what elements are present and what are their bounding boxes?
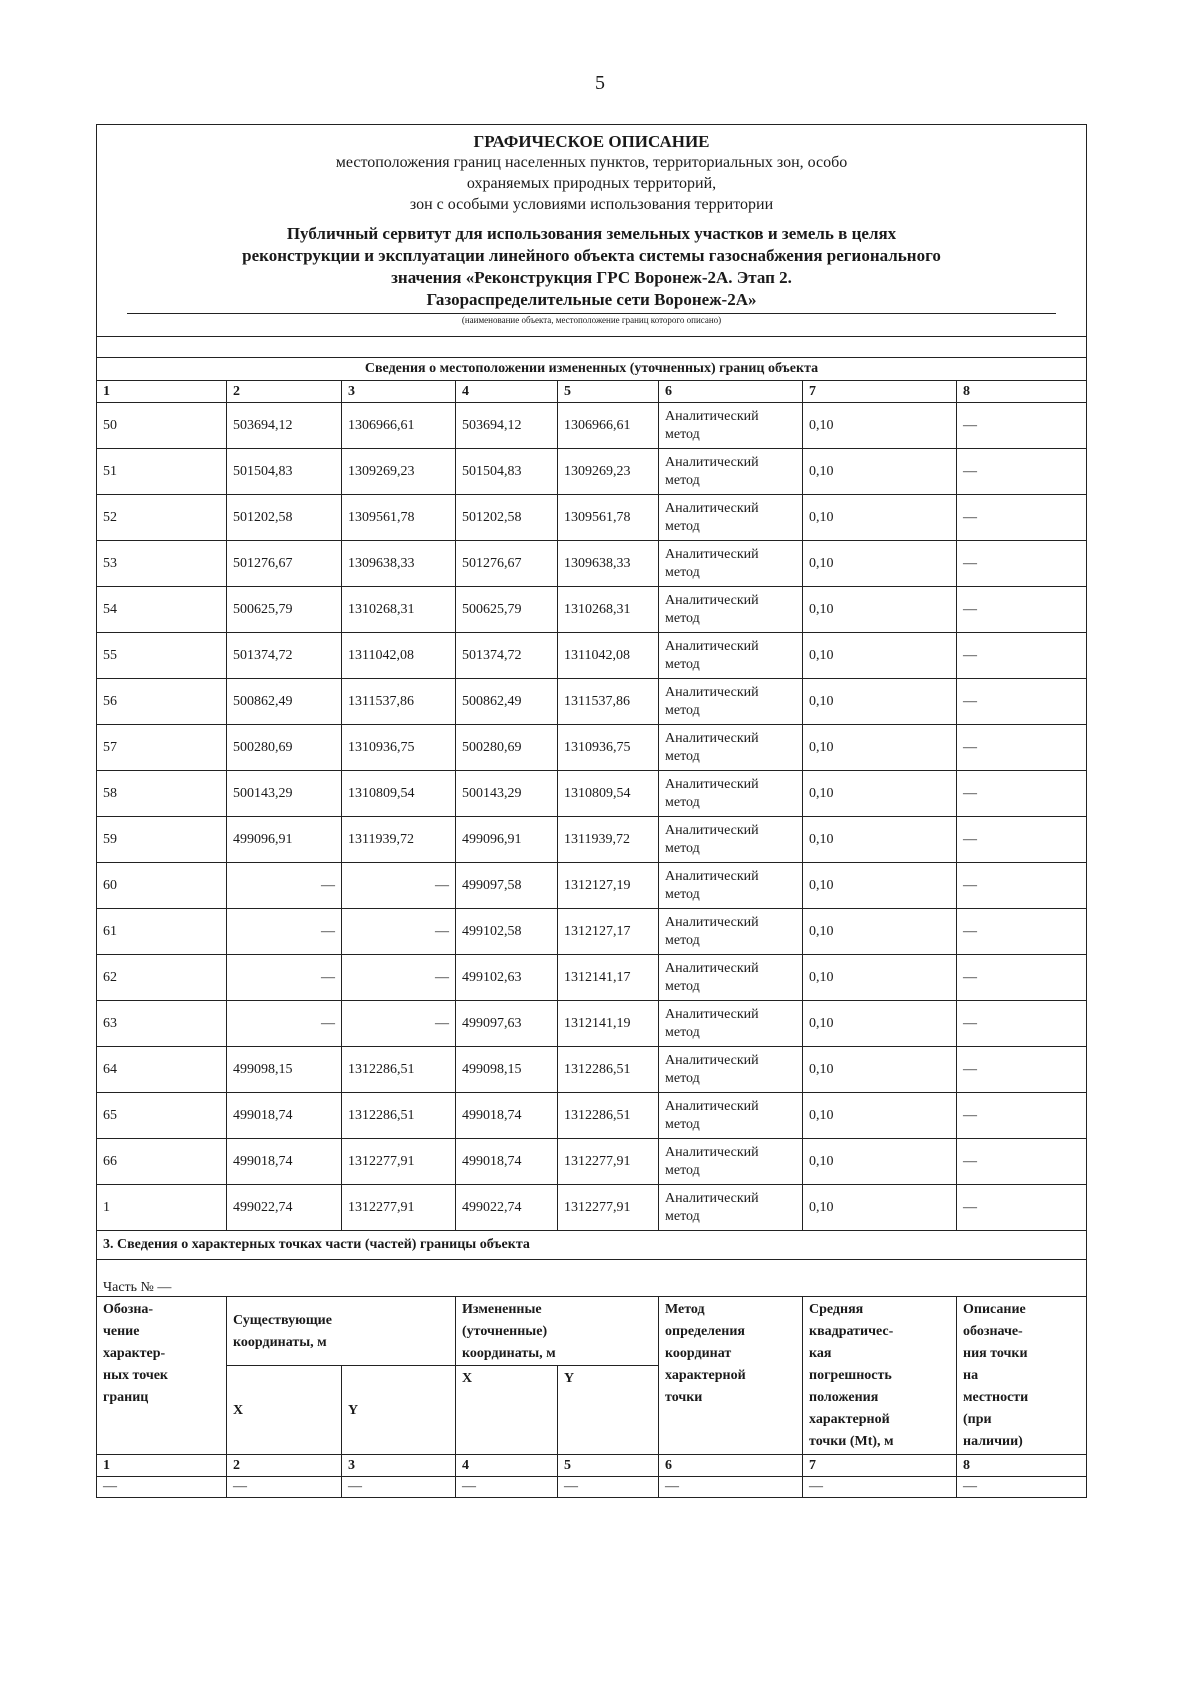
cell-y1: 1312277,91 xyxy=(342,1139,456,1185)
cell-n: 55 xyxy=(97,633,227,679)
cell-x1: 499018,74 xyxy=(227,1139,342,1185)
cell-x1: — xyxy=(227,909,342,955)
col-num: 6 xyxy=(659,1455,803,1477)
cell-desc: — xyxy=(957,1001,1087,1047)
cell-desc: — xyxy=(957,495,1087,541)
cell-y2: 1312141,17 xyxy=(558,955,659,1001)
cell-desc: — xyxy=(957,1093,1087,1139)
cell-x1: 501202,58 xyxy=(227,495,342,541)
cell-x1: 501276,67 xyxy=(227,541,342,587)
coordinate-row xyxy=(97,1139,1087,1185)
coordinate-row xyxy=(97,541,1087,587)
object-line-3: значения «Реконструкция ГРС Воронеж-2А. Этап 2. xyxy=(391,268,792,287)
cell-acc: 0,10 xyxy=(803,633,957,679)
cell-x2: 499102,58 xyxy=(456,909,558,955)
cell-y2: 1309638,33 xyxy=(558,541,659,587)
cell-y1: 1306966,61 xyxy=(342,403,456,449)
cell-y1: — xyxy=(342,1001,456,1047)
cell-desc: — xyxy=(957,725,1087,771)
cell-desc: — xyxy=(957,1185,1087,1231)
cell-n: 65 xyxy=(97,1093,227,1139)
spacer-row xyxy=(97,337,1087,358)
cell-desc: — xyxy=(957,1139,1087,1185)
coordinate-row xyxy=(97,403,1087,449)
cell-desc: — xyxy=(957,449,1087,495)
cell-acc: 0,10 xyxy=(803,495,957,541)
cell-desc: — xyxy=(957,771,1087,817)
hdr-method: Метод определения координат характерной точки xyxy=(659,1297,803,1455)
col-num: 5 xyxy=(558,381,659,403)
cell-y1: 1312286,51 xyxy=(342,1093,456,1139)
cell-acc: 0,10 xyxy=(803,955,957,1001)
cell-m: Аналитический метод xyxy=(659,817,803,863)
hdr-existing-x: X xyxy=(227,1366,342,1455)
hdr-existing-coords: Существующие координаты, м xyxy=(227,1297,456,1366)
hdr-point-designation: Обозна- чение характер- ных точек границ xyxy=(97,1297,227,1455)
cell-m: Аналитический метод xyxy=(659,771,803,817)
cell-m: Аналитический метод xyxy=(659,679,803,725)
cell-x1: 501374,72 xyxy=(227,633,342,679)
cell-y1: 1309638,33 xyxy=(342,541,456,587)
cell-m: Аналитический метод xyxy=(659,725,803,771)
cell-y2: 1311939,72 xyxy=(558,817,659,863)
cell-m: Аналитический метод xyxy=(659,449,803,495)
cell-acc: 0,10 xyxy=(803,679,957,725)
cell-m: Аналитический метод xyxy=(659,495,803,541)
cell-m: Аналитический метод xyxy=(659,403,803,449)
cell-x1: 501504,83 xyxy=(227,449,342,495)
cell-y2: 1311042,08 xyxy=(558,633,659,679)
object-caption: (наименование объекта, местоположение границ которого описано) xyxy=(461,315,722,325)
section2-col-numbers xyxy=(97,381,1087,403)
coordinate-row xyxy=(97,955,1087,1001)
doc-subtitle-3: зон с особыми условиями использования территории xyxy=(409,196,774,213)
hdr-changed-x: X xyxy=(456,1366,558,1455)
cell-x2: 499102,63 xyxy=(456,955,558,1001)
col-num: 7 xyxy=(803,381,957,403)
cell-desc: — xyxy=(957,909,1087,955)
cell-acc: 0,10 xyxy=(803,1093,957,1139)
cell-y1: 1309269,23 xyxy=(342,449,456,495)
col-num: 6 xyxy=(659,381,803,403)
part-label: Часть № — xyxy=(97,1260,1087,1297)
empty-cell: — xyxy=(456,1477,558,1498)
cell-x1: — xyxy=(227,863,342,909)
header-cell xyxy=(97,125,1087,337)
cell-x1: 499098,15 xyxy=(227,1047,342,1093)
cell-x1: — xyxy=(227,1001,342,1047)
cell-x2: 499018,74 xyxy=(456,1093,558,1139)
cell-y2: 1312127,17 xyxy=(558,909,659,955)
col-num: 4 xyxy=(456,1455,558,1477)
section2-title: Сведения о местоположении измененных (уточненных) границ объекта xyxy=(97,358,1087,381)
cell-n: 62 xyxy=(97,955,227,1001)
cell-y1: 1311042,08 xyxy=(342,633,456,679)
col-num: 3 xyxy=(342,381,456,403)
cell-y2: 1309561,78 xyxy=(558,495,659,541)
cell-y2: 1306966,61 xyxy=(558,403,659,449)
cell-n: 51 xyxy=(97,449,227,495)
cell-x1: 499096,91 xyxy=(227,817,342,863)
cell-x2: 499097,63 xyxy=(456,1001,558,1047)
cell-n: 63 xyxy=(97,1001,227,1047)
hdr-changed-coords: Измененные (уточненные) координаты, м xyxy=(456,1297,659,1366)
empty-cell: — xyxy=(227,1477,342,1498)
page-number: 5 xyxy=(595,72,605,94)
coordinate-row xyxy=(97,725,1087,771)
cell-acc: 0,10 xyxy=(803,771,957,817)
cell-desc: — xyxy=(957,679,1087,725)
cell-y1: 1312277,91 xyxy=(342,1185,456,1231)
coordinate-row xyxy=(97,1001,1087,1047)
cell-y1: — xyxy=(342,909,456,955)
coordinate-row xyxy=(97,679,1087,725)
cell-x2: 503694,12 xyxy=(456,403,558,449)
coordinate-row xyxy=(97,587,1087,633)
cell-x2: 501374,72 xyxy=(456,633,558,679)
coordinate-row xyxy=(97,633,1087,679)
cell-m: Аналитический метод xyxy=(659,633,803,679)
hdr-description: Описание обозначе- ния точки на местности (при наличии) xyxy=(957,1297,1087,1455)
col-num: 2 xyxy=(227,1455,342,1477)
coordinate-row xyxy=(97,495,1087,541)
cell-y1: 1309561,78 xyxy=(342,495,456,541)
cell-n: 57 xyxy=(97,725,227,771)
coordinate-row xyxy=(97,909,1087,955)
cell-x1: 500862,49 xyxy=(227,679,342,725)
cell-n: 52 xyxy=(97,495,227,541)
coordinate-row xyxy=(97,771,1087,817)
cell-y2: 1312286,51 xyxy=(558,1093,659,1139)
cell-x1: 499018,74 xyxy=(227,1093,342,1139)
col-num: 1 xyxy=(97,1455,227,1477)
cell-y2: 1310268,31 xyxy=(558,587,659,633)
cell-n: 54 xyxy=(97,587,227,633)
doc-subtitle-1: местоположения границ населенных пунктов, территориальных зон, особо xyxy=(335,154,848,171)
document-frame xyxy=(96,124,1086,1498)
cell-m: Аналитический метод xyxy=(659,587,803,633)
cell-m: Аналитический метод xyxy=(659,1139,803,1185)
cell-desc: — xyxy=(957,633,1087,679)
cell-x2: 501276,67 xyxy=(456,541,558,587)
cell-acc: 0,10 xyxy=(803,541,957,587)
cell-acc: 0,10 xyxy=(803,449,957,495)
cell-n: 64 xyxy=(97,1047,227,1093)
cell-acc: 0,10 xyxy=(803,1185,957,1231)
cell-y2: 1311537,86 xyxy=(558,679,659,725)
cell-n: 61 xyxy=(97,909,227,955)
cell-desc: — xyxy=(957,955,1087,1001)
col-num: 3 xyxy=(342,1455,456,1477)
doc-title: ГРАФИЧЕСКОЕ ОПИСАНИЕ xyxy=(473,132,710,151)
cell-y1: 1311537,86 xyxy=(342,679,456,725)
cell-desc: — xyxy=(957,587,1087,633)
cell-n: 50 xyxy=(97,403,227,449)
coordinate-row xyxy=(97,449,1087,495)
col-num: 5 xyxy=(558,1455,659,1477)
cell-acc: 0,10 xyxy=(803,1047,957,1093)
cell-desc: — xyxy=(957,863,1087,909)
cell-acc: 0,10 xyxy=(803,817,957,863)
cell-y2: 1312141,19 xyxy=(558,1001,659,1047)
cell-y2: 1312277,91 xyxy=(558,1139,659,1185)
cell-x1: 499022,74 xyxy=(227,1185,342,1231)
cell-acc: 0,10 xyxy=(803,1139,957,1185)
empty-cell: — xyxy=(803,1477,957,1498)
col-num: 4 xyxy=(456,381,558,403)
coordinate-row xyxy=(97,863,1087,909)
cell-m: Аналитический метод xyxy=(659,955,803,1001)
cell-n: 66 xyxy=(97,1139,227,1185)
section2-rows xyxy=(97,403,1087,1231)
cell-acc: 0,10 xyxy=(803,725,957,771)
empty-cell: — xyxy=(957,1477,1087,1498)
cell-x2: 500280,69 xyxy=(456,725,558,771)
coordinate-row xyxy=(97,1185,1087,1231)
empty-cell: — xyxy=(342,1477,456,1498)
empty-cell: — xyxy=(659,1477,803,1498)
graphic-description-table xyxy=(96,124,1087,1498)
cell-x1: 500143,29 xyxy=(227,771,342,817)
col-num: 2 xyxy=(227,381,342,403)
cell-acc: 0,10 xyxy=(803,403,957,449)
cell-y1: 1311939,72 xyxy=(342,817,456,863)
cell-x2: 501504,83 xyxy=(456,449,558,495)
cell-y2: 1310936,75 xyxy=(558,725,659,771)
cell-desc: — xyxy=(957,541,1087,587)
cell-n: 60 xyxy=(97,863,227,909)
object-line-1: Публичный сервитут для использования земельных участков и земель в целях xyxy=(286,224,897,243)
section3-col-numbers xyxy=(97,1455,1087,1477)
section3-title: 3. Сведения о характерных точках части (частей) границы объекта xyxy=(97,1231,1087,1260)
cell-desc: — xyxy=(957,817,1087,863)
doc-subtitle-2: охраняемых природных территорий, xyxy=(466,175,717,192)
coordinate-row xyxy=(97,817,1087,863)
cell-y1: 1312286,51 xyxy=(342,1047,456,1093)
hdr-accuracy: Средняя квадратичес- кая погрешность положения характерной точки (Mt), м xyxy=(803,1297,957,1455)
cell-y1: — xyxy=(342,955,456,1001)
cell-m: Аналитический метод xyxy=(659,1001,803,1047)
cell-x2: 499097,58 xyxy=(456,863,558,909)
cell-m: Аналитический метод xyxy=(659,1047,803,1093)
cell-m: Аналитический метод xyxy=(659,863,803,909)
cell-x2: 499018,74 xyxy=(456,1139,558,1185)
cell-x2: 499096,91 xyxy=(456,817,558,863)
cell-m: Аналитический метод xyxy=(659,1185,803,1231)
cell-x2: 500862,49 xyxy=(456,679,558,725)
cell-acc: 0,10 xyxy=(803,1001,957,1047)
col-num: 7 xyxy=(803,1455,957,1477)
cell-x1: 503694,12 xyxy=(227,403,342,449)
cell-y2: 1312127,19 xyxy=(558,863,659,909)
empty-cell: — xyxy=(558,1477,659,1498)
cell-acc: 0,10 xyxy=(803,587,957,633)
cell-x2: 500625,79 xyxy=(456,587,558,633)
cell-y1: — xyxy=(342,863,456,909)
cell-n: 1 xyxy=(97,1185,227,1231)
cell-x1: — xyxy=(227,955,342,1001)
col-num: 1 xyxy=(97,381,227,403)
cell-y2: 1310809,54 xyxy=(558,771,659,817)
cell-y1: 1310268,31 xyxy=(342,587,456,633)
cell-x2: 501202,58 xyxy=(456,495,558,541)
cell-n: 58 xyxy=(97,771,227,817)
col-num: 8 xyxy=(957,1455,1087,1477)
hdr-existing-y: Y xyxy=(342,1366,456,1455)
cell-m: Аналитический метод xyxy=(659,909,803,955)
cell-x1: 500625,79 xyxy=(227,587,342,633)
coordinate-row xyxy=(97,1093,1087,1139)
cell-acc: 0,10 xyxy=(803,909,957,955)
coordinate-row xyxy=(97,1047,1087,1093)
cell-x1: 500280,69 xyxy=(227,725,342,771)
hdr-changed-y: Y xyxy=(558,1366,659,1455)
object-line-4: Газораспределительные сети Воронеж-2А» xyxy=(426,290,757,309)
cell-desc: — xyxy=(957,1047,1087,1093)
cell-n: 53 xyxy=(97,541,227,587)
cell-y2: 1312286,51 xyxy=(558,1047,659,1093)
cell-x2: 499022,74 xyxy=(456,1185,558,1231)
object-line-2: реконструкции и эксплуатации линейного объекта системы газоснабжения регионального xyxy=(242,246,941,265)
empty-cell: — xyxy=(97,1477,227,1498)
col-num: 8 xyxy=(957,381,1087,403)
cell-y2: 1309269,23 xyxy=(558,449,659,495)
section3-empty-row xyxy=(97,1477,1087,1498)
cell-desc: — xyxy=(957,403,1087,449)
cell-m: Аналитический метод xyxy=(659,1093,803,1139)
cell-n: 59 xyxy=(97,817,227,863)
cell-n: 56 xyxy=(97,679,227,725)
cell-y2: 1312277,91 xyxy=(558,1185,659,1231)
cell-x2: 499098,15 xyxy=(456,1047,558,1093)
cell-acc: 0,10 xyxy=(803,863,957,909)
cell-x2: 500143,29 xyxy=(456,771,558,817)
cell-m: Аналитический метод xyxy=(659,541,803,587)
cell-y1: 1310809,54 xyxy=(342,771,456,817)
cell-y1: 1310936,75 xyxy=(342,725,456,771)
